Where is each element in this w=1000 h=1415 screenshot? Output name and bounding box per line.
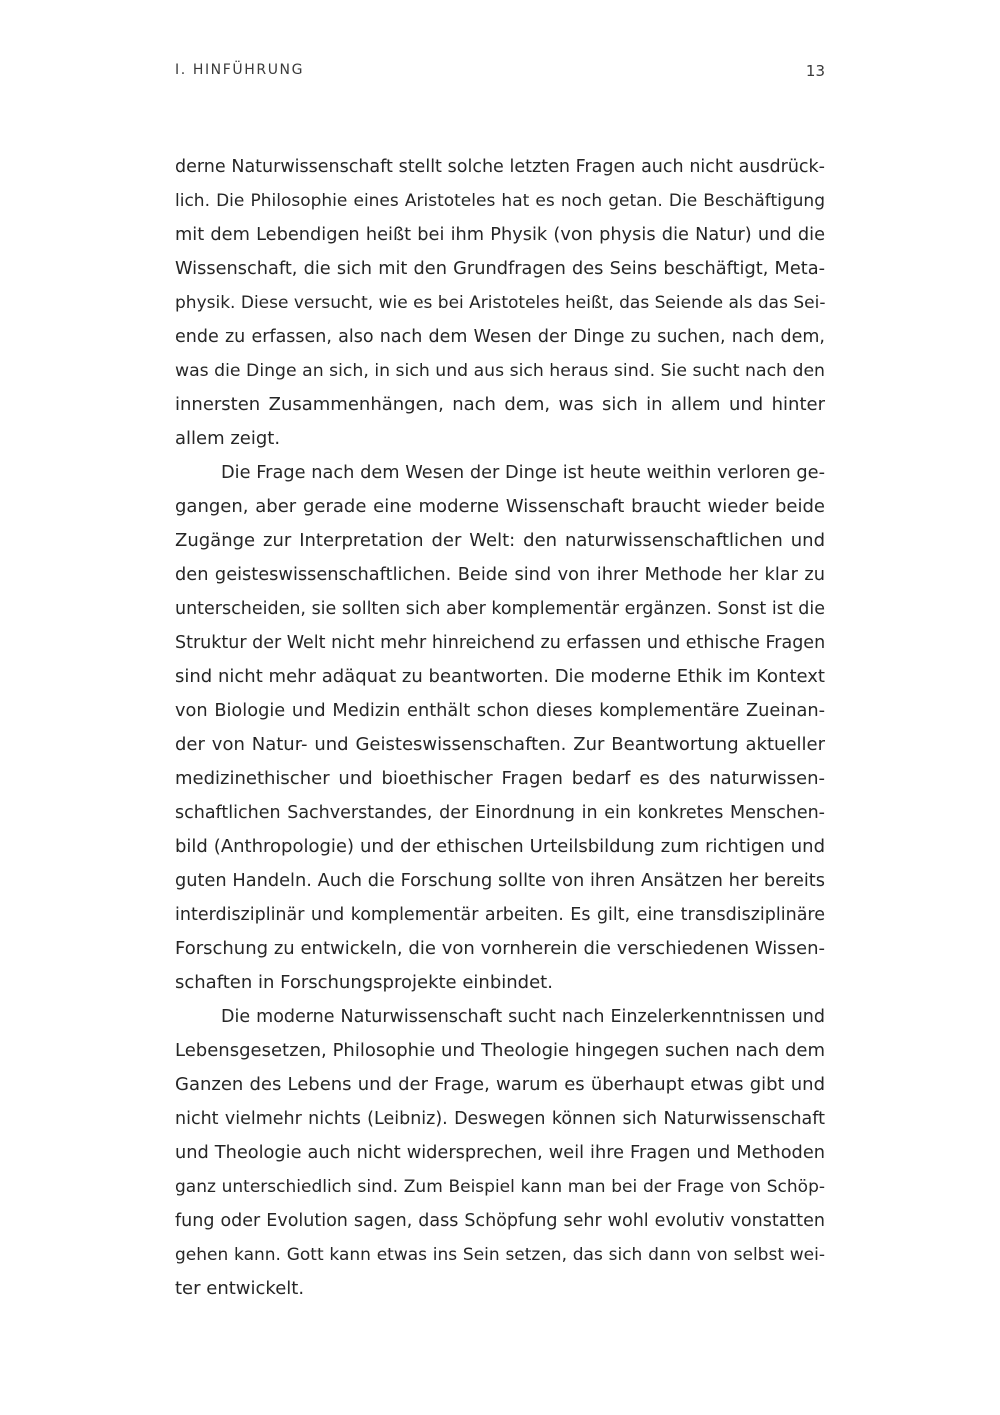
text-line: Die Frage nach dem Wesen der Dinge ist heute weithin verloren ge- [221,463,825,483]
page-number: 13 [805,62,825,80]
text-line: ganz unterschiedlich sind. Zum Beispiel kann man bei der Frage von Schöp- [175,1177,825,1197]
text-line: interdisziplinär und komplementär arbeiten. Es gilt, eine transdisziplinäre [175,905,825,925]
text-line: Lebensgesetzen, Philosophie und Theologie hingegen suchen nach dem [175,1040,825,1061]
text-line: allem zeigt. [175,428,281,449]
text-line: gangen, aber gerade eine moderne Wissenschaft braucht wieder beide [175,496,825,517]
paragraph [175,456,825,1000]
text-line: sind nicht mehr adäquat zu beantworten. Die moderne Ethik im Kontext [175,666,825,687]
text-line: medizinethischer und bioethischer Fragen bedarf es des naturwissen- [175,768,825,789]
text-line: unterscheiden, sie sollten sich aber komplementär ergänzen. Sonst ist die [175,599,825,619]
text-line: gehen kann. Gott kann etwas ins Sein setzen, das sich dann von selbst wei- [175,1245,825,1265]
text-line: lich. Die Philosophie eines Aristoteles hat es noch getan. Die Beschäftigung [175,191,825,211]
text-line: Die moderne Naturwissenschaft sucht nach Einzelerkenntnissen und [221,1007,825,1027]
text-line: schaften in Forschungsprojekte einbindet. [175,972,553,993]
running-head: I. HINFÜHRUNG [175,62,305,78]
text-line: und Theologie auch nicht widersprechen, weil ihre Fragen und Methoden [175,1143,825,1163]
text-line: ter entwickelt. [175,1278,305,1299]
text-line: von Biologie und Medizin enthält schon dieses komplementäre Zueinan- [175,701,825,721]
text-line: der von Natur- und Geisteswissenschaften. Zur Beantwortung aktueller [175,734,825,755]
text-line: mit dem Lebendigen heißt bei ihm Physik (von physis die Natur) und die [175,225,825,245]
text-line: guten Handeln. Auch die Forschung sollte von ihren Ansätzen her bereits [175,871,825,891]
text-line: ende zu erfassen, also nach dem Wesen der Dinge zu suchen, nach dem, [175,327,825,347]
text-line: was die Dinge an sich, in sich und aus sich heraus sind. Sie sucht nach den [175,361,825,381]
text-line: derne Naturwissenschaft stellt solche letzten Fragen auch nicht ausdrück- [175,157,825,177]
text-line: Forschung zu entwickeln, die von vornherein die verschiedenen Wissen- [175,938,825,959]
text-line: Struktur der Welt nicht mehr hinreichend zu erfassen und ethische Fragen [175,633,826,653]
body-text [175,150,825,1306]
text-line: schaftlichen Sachverstandes, der Einordnung in ein konkretes Menschen- [175,803,825,823]
text-line: Ganzen des Lebens und der Frage, warum es überhaupt etwas gibt und [175,1074,825,1095]
text-line: bild (Anthropologie) und der ethischen Urteilsbildung zum richtigen und [175,836,825,857]
text-line: Wissenschaft, die sich mit den Grundfragen des Seins beschäftigt, Meta- [175,259,825,279]
text-line: innersten Zusammenhängen, nach dem, was sich in allem und hinter [175,394,825,415]
paragraph [175,150,825,456]
text-line: physik. Diese versucht, wie es bei Aristoteles heißt, das Seiende als das Sei- [175,293,826,313]
text-line: nicht vielmehr nichts (Leibniz). Deswegen können sich Naturwissenschaft [175,1109,825,1129]
text-line: fung oder Evolution sagen, dass Schöpfung sehr wohl evolutiv vonstatten [175,1211,825,1231]
text-line: Zugänge zur Interpretation der Welt: den naturwissenschaftlichen und [175,530,825,551]
paragraph [175,1000,825,1306]
text-line: den geisteswissenschaftlichen. Beide sind von ihrer Methode her klar zu [175,565,825,585]
